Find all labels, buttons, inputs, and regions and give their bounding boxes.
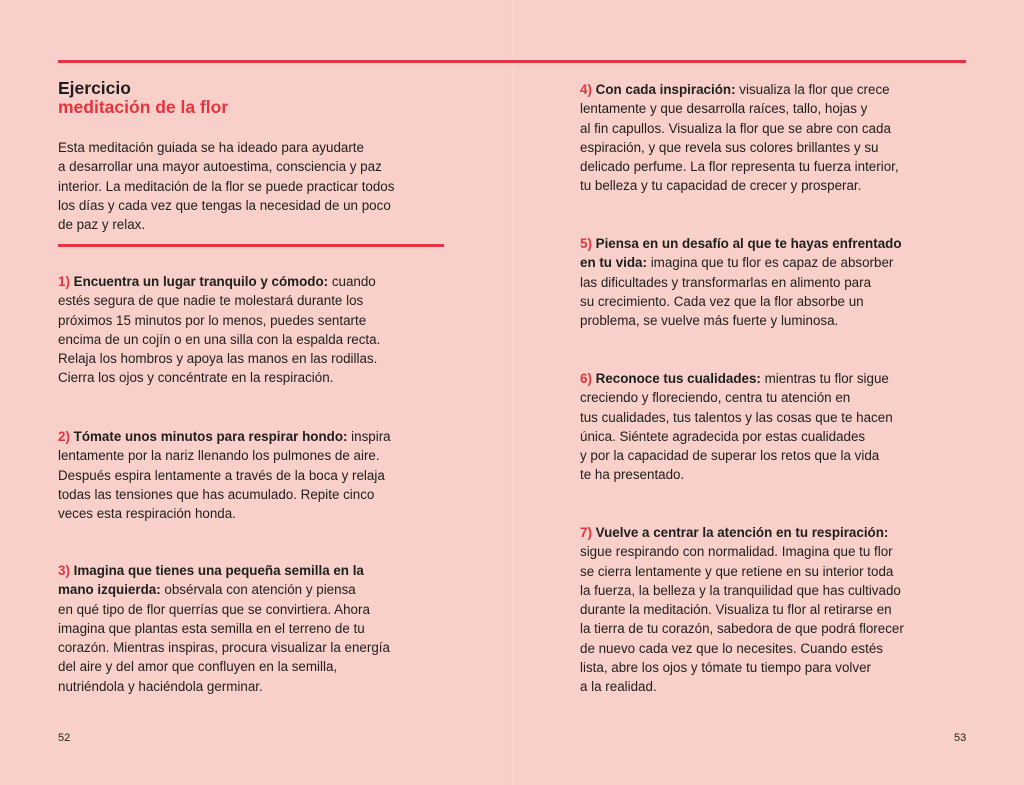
step-text-line: se cierra lentamente y que retiene en su interior toda bbox=[580, 563, 894, 579]
step-text-line: en qué tipo de flor querrías que se convirtiera. Ahora bbox=[58, 601, 370, 617]
step-text-line: sigue respirando con normalidad. Imagina que tu flor bbox=[580, 544, 893, 560]
step-heading: Tómate unos minutos para respirar hondo: bbox=[73, 429, 348, 444]
step-text-line: corazón. Mientras inspiras, procura visualizar la energía bbox=[58, 640, 390, 656]
step-number: 3) bbox=[58, 563, 70, 578]
step-5-heading-line-2 bbox=[580, 253, 975, 272]
step-number: 4) bbox=[580, 82, 592, 97]
step-text-line: espiración, y que revela sus colores brillantes y su bbox=[580, 139, 879, 155]
step-2-heading-line bbox=[58, 427, 453, 446]
intro-paragraph bbox=[58, 138, 453, 234]
step-4 bbox=[580, 80, 975, 196]
left-page bbox=[58, 0, 458, 785]
step-7 bbox=[580, 523, 975, 697]
step-text-line: lista, abre los ojos y tómate tu tiempo para volver bbox=[580, 660, 872, 676]
step-number: 2) bbox=[58, 429, 70, 444]
step-text-line: todas las tensiones que has acumulado. Repite cinco bbox=[58, 486, 375, 502]
step-text-line: te ha presentado. bbox=[580, 467, 685, 483]
step-3-heading-line bbox=[58, 561, 453, 580]
step-text-line: problema, se vuelve más fuerte y luminosa. bbox=[580, 313, 839, 329]
step-text-line: única. Siéntete agradecida por estas cualidades bbox=[580, 428, 866, 444]
step-text-line: veces esta respiración honda. bbox=[58, 506, 236, 522]
step-5-heading-line bbox=[580, 234, 975, 253]
step-text: visualiza la flor que crece bbox=[735, 82, 890, 97]
step-1-heading-line bbox=[58, 272, 453, 291]
step-heading: Con cada inspiración: bbox=[595, 82, 736, 97]
step-text-line: Después espira lentamente a través de la boca y relaja bbox=[58, 467, 385, 483]
step-text: mientras tu flor sigue bbox=[760, 371, 889, 386]
exercise-subtitle: meditación de la flor bbox=[58, 97, 229, 117]
step-text-line: a la realidad. bbox=[580, 679, 657, 695]
step-1 bbox=[58, 272, 453, 388]
intro-line: de paz y relax. bbox=[58, 217, 146, 233]
step-text-line: estés segura de que nadie te molestará durante los bbox=[58, 293, 364, 309]
step-2 bbox=[58, 427, 453, 523]
step-text-line: la tierra de tu corazón, sabedora de que podrá florecer bbox=[580, 621, 904, 637]
step-text-line: durante la meditación. Visualiza tu flor al retirarse en bbox=[580, 602, 892, 618]
step-heading: Vuelve a centrar la atención en tu respiración: bbox=[595, 525, 889, 540]
step-text-line: y por la capacidad de superar los retos que la vida bbox=[580, 448, 880, 464]
step-text-line: del aire y del amor que confluyen en la semilla, bbox=[58, 659, 338, 675]
right-page bbox=[580, 0, 970, 785]
page-gutter bbox=[511, 0, 513, 785]
step-text-line: Relaja los hombros y apoya las manos en las rodillas. bbox=[58, 351, 378, 367]
step-3-heading-line-2 bbox=[58, 580, 453, 599]
step-5 bbox=[580, 234, 975, 330]
step-text-line: delicado perfume. La flor representa tu fuerza interior, bbox=[580, 159, 899, 175]
step-text-line: al fin capullos. Visualiza la flor que se abre con cada bbox=[580, 120, 891, 136]
step-6-heading-line bbox=[580, 369, 975, 388]
step-number: 5) bbox=[580, 236, 592, 251]
step-text-line: nutriéndola y haciéndola germinar. bbox=[58, 678, 263, 694]
step-text-line: creciendo y floreciendo, centra tu atención en bbox=[580, 390, 851, 406]
step-text: imagina que tu flor es capaz de absorber bbox=[646, 255, 894, 271]
step-number: 6) bbox=[580, 371, 592, 386]
exercise-title: Ejercicio bbox=[58, 78, 131, 98]
step-heading: Encuentra un lugar tranquilo y cómodo: bbox=[73, 274, 329, 289]
step-text: inspira bbox=[347, 429, 391, 444]
step-heading: Piensa en un desafío al que te hayas enfrentado bbox=[595, 236, 902, 251]
step-text: obsérvala con atención y piensa bbox=[160, 582, 356, 598]
step-text-line: lentamente y que desarrolla raíces, tallo, hojas y bbox=[580, 101, 868, 117]
step-6 bbox=[580, 369, 975, 485]
step-4-heading-line bbox=[580, 80, 975, 99]
step-text-line: próximos 15 minutos por lo menos, puedes sentarte bbox=[58, 312, 367, 328]
step-text: cuando bbox=[328, 274, 376, 289]
step-text-line: tus cualidades, tus talentos y las cosas que te hacen bbox=[580, 409, 893, 425]
step-text-line: la fuerza, la belleza y la tranquilidad que has cultivado bbox=[580, 582, 901, 598]
step-heading: Imagina que tienes una pequeña semilla en la bbox=[73, 563, 364, 578]
step-text-line: Cierra los ojos y concéntrate en la respiración. bbox=[58, 370, 334, 386]
step-number: 7) bbox=[580, 525, 592, 540]
step-text-line: imagina que plantas esta semilla en el terreno de tu bbox=[58, 620, 365, 636]
page-number-right: 53 bbox=[954, 732, 967, 744]
intro-line: los días y cada vez que tengas la necesidad de un poco bbox=[58, 197, 391, 213]
intro-line: a desarrollar una mayor autoestima, consciencia y paz bbox=[58, 159, 382, 175]
step-text-line: las dificultades y transformarlas en alimento para bbox=[580, 274, 872, 290]
page-number-left: 52 bbox=[58, 732, 71, 744]
step-heading: en tu vida: bbox=[580, 255, 647, 271]
intro-line: Esta meditación guiada se ha ideado para ayudarte bbox=[58, 140, 364, 155]
step-heading: mano izquierda: bbox=[58, 582, 161, 598]
step-text-line: lentamente por la nariz llenando los pulmones de aire. bbox=[58, 448, 380, 464]
step-7-heading-line bbox=[580, 523, 975, 542]
step-number: 1) bbox=[58, 274, 70, 289]
step-text-line: tu belleza y tu capacidad de crecer y prosperar. bbox=[580, 178, 862, 194]
step-text-line: encima de un cojín o en una silla con la espalda recta. bbox=[58, 331, 381, 347]
step-text-line: su crecimiento. Cada vez que la flor absorbe un bbox=[580, 293, 864, 309]
step-text-line: de nuevo cada vez que lo necesites. Cuando estés bbox=[580, 640, 883, 656]
intro-line: interior. La meditación de la flor se puede practicar todos bbox=[58, 178, 395, 194]
step-heading: Reconoce tus cualidades: bbox=[595, 371, 761, 386]
step-3 bbox=[58, 561, 453, 696]
